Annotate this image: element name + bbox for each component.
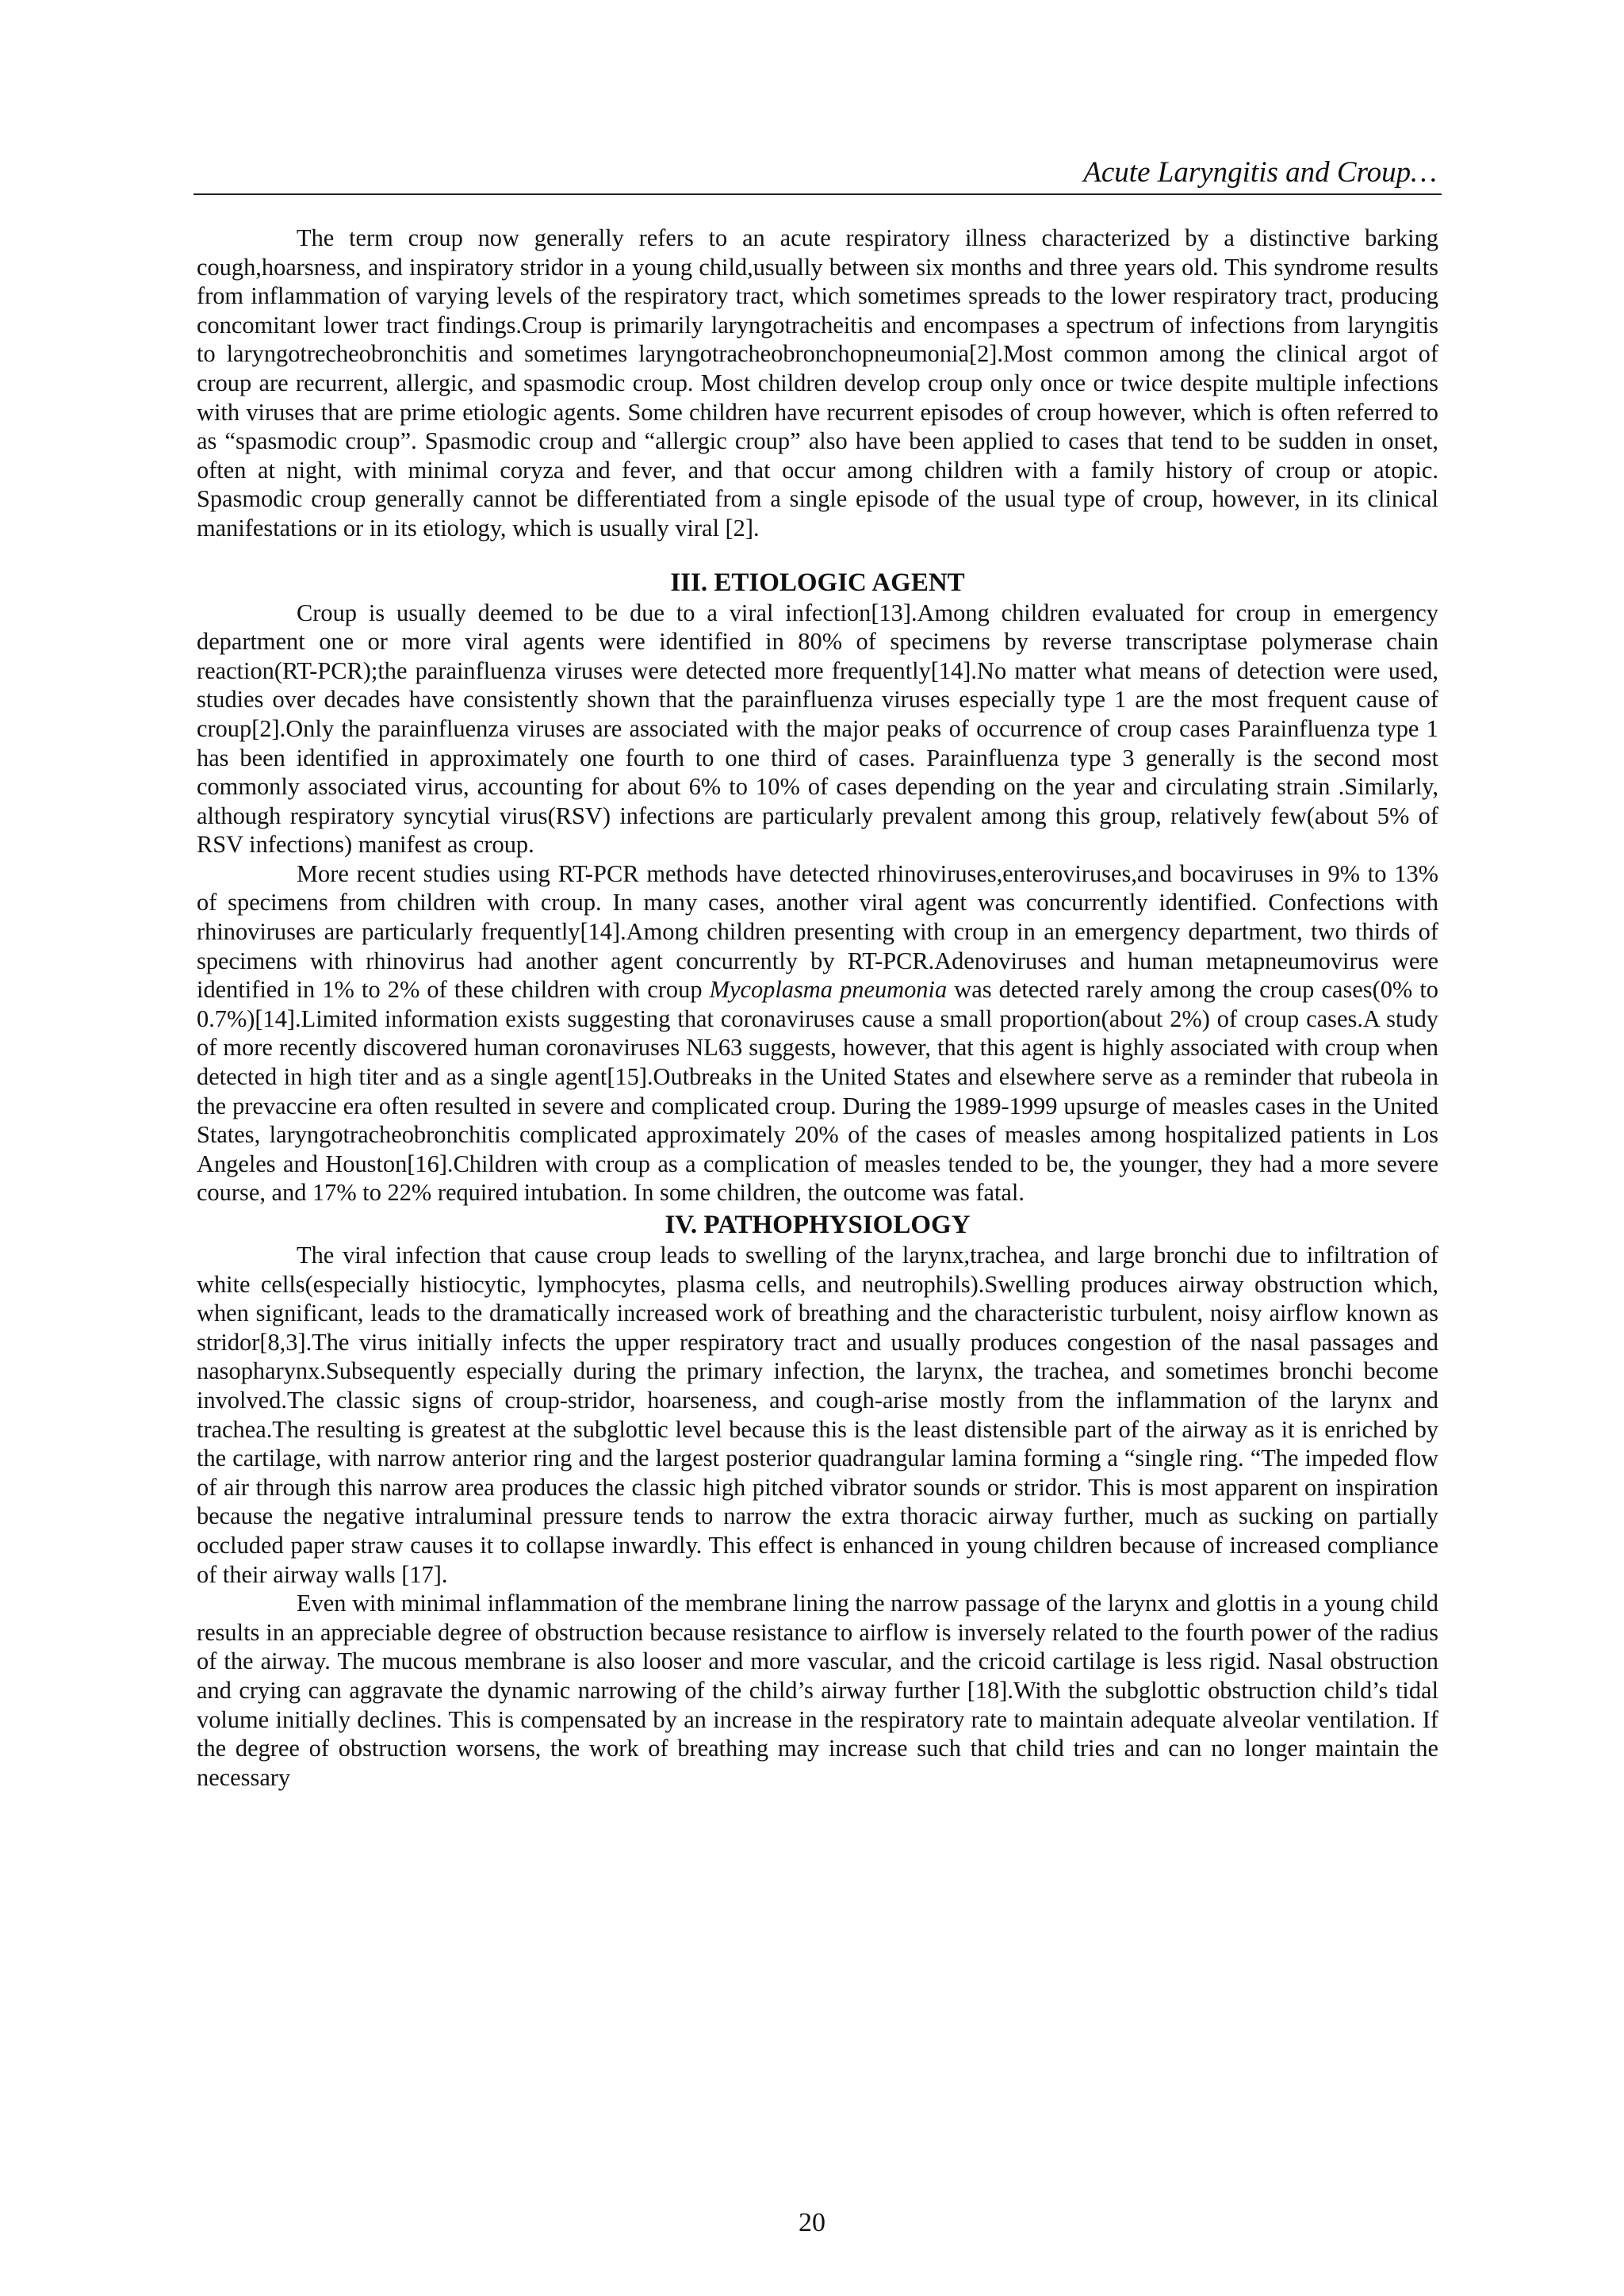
etiologic-p2-text-b: was detected rarely among the croup cases(0% to 0.7%)[14].Limited information exists suggesting that coronaviruses cause a small proportion(about 2%) of croup cases.A study of more recently discovered human coronaviruses NL63 suggests, however, that this agent is highly associated with croup when detected in high titer and as a single agent[15].Outbreaks in the United States and elsewhere serve as a reminder that rubeola in the prevaccine era often resulted in severe and complicated croup. During the 1989-1999 upsurge of measles cases in the United States, laryngotracheobronchitis complicated approximately 20% of the cases of measles among hospitalized patients in Los Angeles and Houston[16].Children with croup as a complication of measles tended to be, the younger, they had a more severe course, and 17% to 22% required intubation. In some children, the outcome was fatal. [197,976,1438,1207]
running-title: Acute Laryngitis and Croup… [1083,156,1437,189]
section-heading-pathophysiology: IV. PATHOPHYSIOLOGY [665,1211,971,1239]
etiologic-paragraph-1: Croup is usually deemed to be due to a viral infection[13].Among children evaluated for croup in emergency department one or more viral agents were identified in 80% of specimens by reverse transcriptase polymerase chain reaction(RT-PCR);the parainfluenza viruses were detected more frequently[14].No matter what means of detection were used, studies over decades have consistently shown that the parainfluenza viruses especially type 1 are the most frequent cause of croup[2].Only the parainfluenza viruses are associated with the major peaks of occurrence of croup cases Parainfluenza type 1 has been identified in approximately one fourth to one third of cases. Parainfluenza type 3 generally is the second most commonly associated virus, accounting for about 6% to 10% of cases depending on the year and circulating strain .Similarly, although respiratory syncytial virus(RSV) infections are particularly prevalent among this group, relatively few(about 5% of RSV infections) manifest as croup. [197,599,1438,859]
pathophysiology-paragraph-1: The viral infection that cause croup leads to swelling of the larynx,trachea, and large bronchi due to infiltration of white cells(especially histiocytic, lymphocytes, plasma cells, and neutrophils).Swelling produces airway obstruction which, when significant, leads to the dramatically increased work of breathing and the characteristic turbulent, noisy airflow known as stridor[8,3].The virus initially infects the upper respiratory tract and usually produces congestion of the nasal passages and nasopharynx.Subsequently especially during the primary infection, the larynx, the trachea, and sometimes bronchi become involved.The classic signs of croup-stridor, hoarseness, and cough-arise mostly from the inflammation of the larynx and trachea.The resulting is greatest at the subglottic level because this is the least distensible part of the airway as it is enriched by the cartilage, with narrow anterior ring and the largest posterior quadrangular lamina forming a “single ring. “The impeded flow of air through this narrow area produces the classic high pitched vibrator sounds or stridor. This is most apparent on inspiration because the negative intraluminal pressure tends to narrow the extra thoracic airway further, much as sucking on partially occluded paper straw causes it to collapse inwardly. This effect is enhanced in young children because of increased compliance of their airway walls [17]. [197,1242,1438,1588]
etiologic-p2-text-a: More recent studies using RT-PCR methods have detected rhinoviruses,enteroviruses,and bocaviruses in 9% to 13% of specimens from children with croup. In many cases, another viral agent was concurrently identified. Confections with rhinoviruses are particularly frequently[14].Among children presenting with croup in an emergency department, two thirds of specimens with rhinovirus had another agent concurrently by RT-PCR.Adenoviruses and human metapneumovirus were identified in 1% to 2% of these children with croup [197,859,1438,1004]
section-heading-etiologic-agent: III. ETIOLOGIC AGENT [670,568,965,597]
pathophysiology-paragraph-2: Even with minimal inflammation of the membrane lining the narrow passage of the larynx and glottis in a young child results in an appreciable degree of obstruction because resistance to airflow is inversely related to the fourth power of the radius of the airway. The mucous membrane is also looser and more vascular, and the cricoid cartilage is less rigid. Nasal obstruction and crying can aggravate the dynamic narrowing of the child’s airway further [18].With the subglottic obstruction child’s tidal volume initially declines. This is compensated by an increase in the respiratory rate to maintain adequate alveolar ventilation. If the degree of obstruction worsens, the work of breathing may increase such that child tries and can no longer maintain the necessary [197,1590,1438,1791]
intro-paragraph: The term croup now generally refers to an acute respiratory illness characterized by a distinctive barking cough,hoarsness, and inspiratory stridor in a young child,usually between six months and three years old. This syndrome results from inflammation of varying levels of the respiratory tract, which sometimes spreads to the lower respiratory tract, producing concomitant lower tract findings.Croup is primarily laryngotracheitis and encompases a spectrum of infections from laryngitis to laryngotrecheobronchitis and sometimes laryngotracheobronchopneumonia[2].Most common among the clinical argot of croup are recurrent, allergic, and spasmodic croup. Most children develop croup only once or twice despite multiple infections with viruses that are prime etiologic agents. Some children have recurrent episodes of croup however, which is often referred to as “spasmodic croup”. Spasmodic croup and “allergic croup” also have been applied to cases that tend to be sudden in onset, often at night, with minimal coryza and fever, and that occur among children with a family history of croup or atopic. Spasmodic croup generally cannot be differentiated from a single episode of the usual type of croup, however, in its clinical manifestations or in its etiology, which is usually viral [2]. [197,224,1438,541]
page-number: 20 [799,2208,825,2237]
running-header [193,152,1442,195]
article-body [197,224,1438,1792]
etiologic-paragraph-2 [197,859,1438,1207]
organism-name-italic: Mycoplasma pneumonia [709,976,948,1004]
